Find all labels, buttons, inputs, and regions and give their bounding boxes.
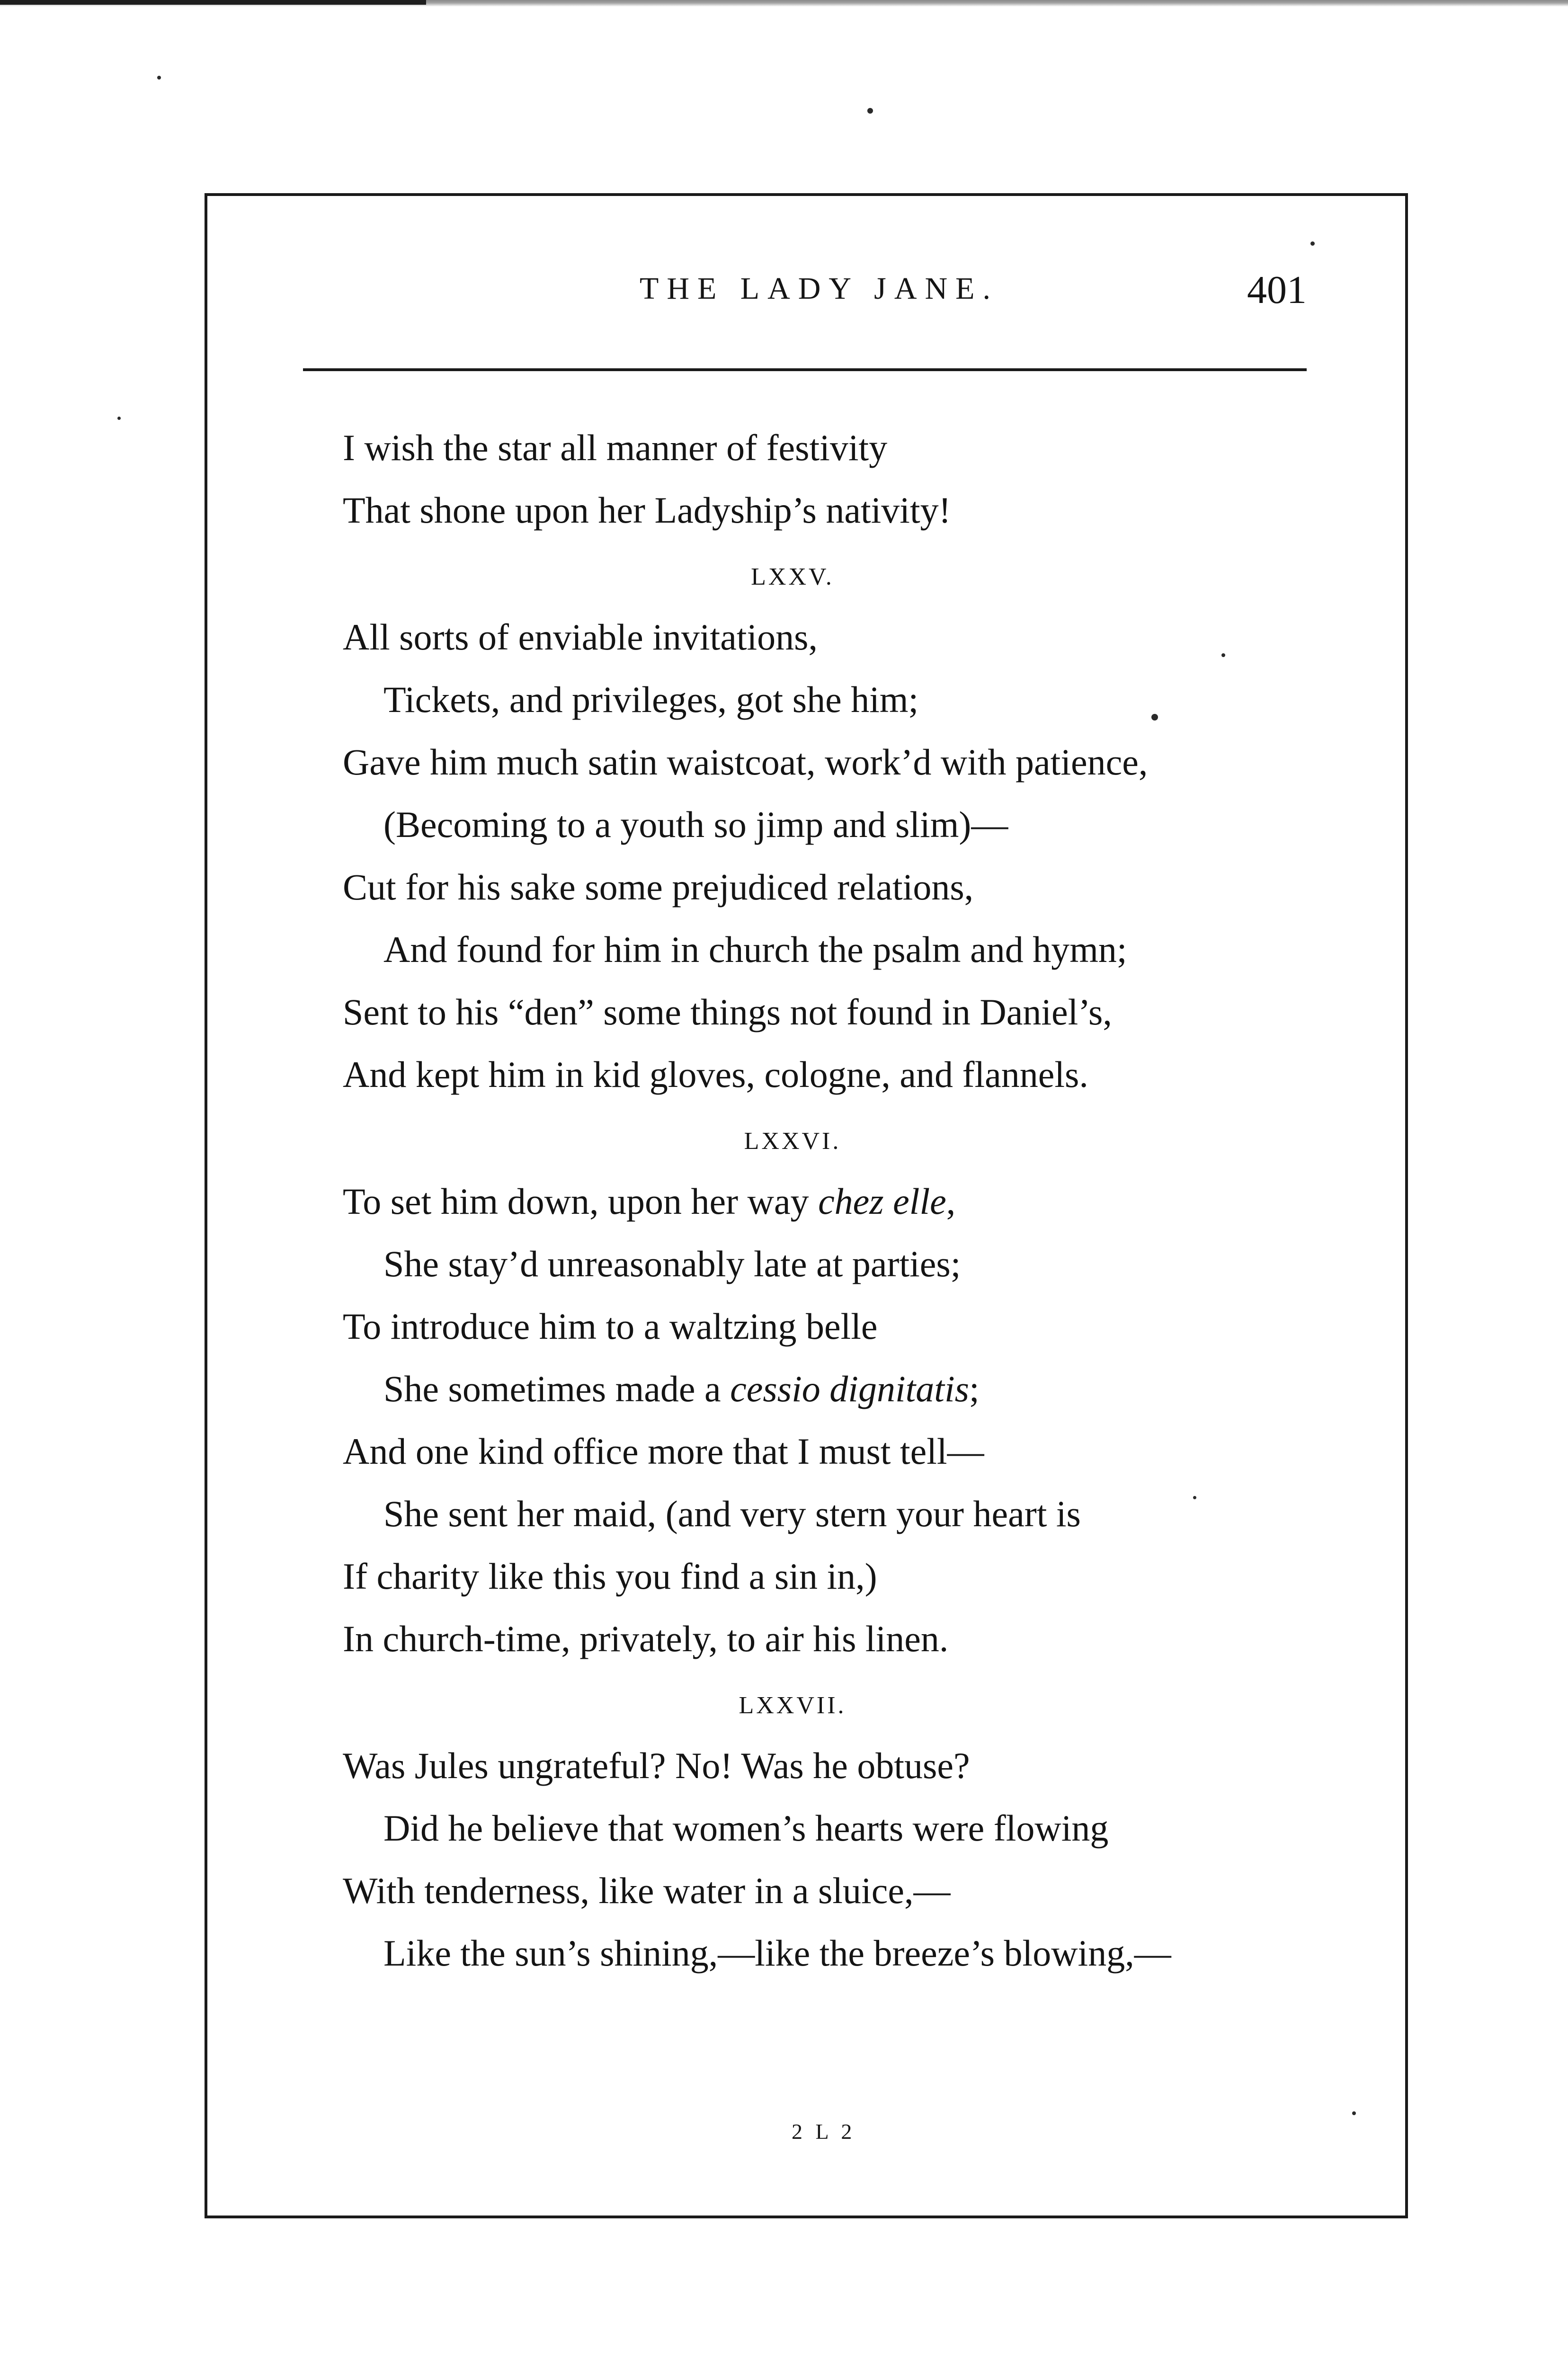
print-speck bbox=[1221, 653, 1225, 657]
verse-line: She sent her maid, (and very stern your heart is bbox=[383, 1493, 1081, 1534]
verse-line: And one kind office more that I must tell— bbox=[343, 1431, 984, 1472]
verse-line: (Becoming to a youth so jimp and slim)— bbox=[383, 804, 1008, 845]
italic-phrase: chez elle bbox=[818, 1181, 946, 1222]
running-title: THE LADY JANE. bbox=[640, 271, 998, 306]
verse-text: ; bbox=[969, 1368, 980, 1409]
running-header bbox=[303, 268, 1307, 328]
page-number: 401 bbox=[1247, 268, 1307, 312]
verse-line: In church-time, privately, to air his linen. bbox=[343, 1618, 949, 1659]
verse-line: Did he believe that women’s hearts were flowing bbox=[383, 1807, 1109, 1849]
print-speck bbox=[867, 108, 873, 114]
printer-signature-mark: 2 L 2 bbox=[792, 2119, 856, 2144]
italic-phrase: cessio dignitatis bbox=[730, 1368, 970, 1409]
verse-line: That shone upon her Ladyship’s nativity! bbox=[343, 489, 951, 531]
print-speck bbox=[1193, 1496, 1196, 1499]
page-top-edge-dark bbox=[0, 0, 426, 5]
stanza-number: LXXVI. bbox=[744, 1128, 841, 1155]
verse-text: , bbox=[946, 1181, 956, 1222]
verse-line: And kept him in kid gloves, cologne, and flannels. bbox=[343, 1054, 1088, 1095]
verse-line: I wish the star all manner of festivity bbox=[343, 427, 888, 468]
verse-line bbox=[343, 1358, 1290, 1420]
print-speck bbox=[157, 76, 161, 80]
verse-line: And found for him in church the psalm and hymn; bbox=[383, 929, 1127, 970]
verse-line: She stay’d unreasonably late at parties; bbox=[383, 1243, 961, 1284]
verse-line: If charity like this you find a sin in,) bbox=[343, 1556, 877, 1597]
stanza-number: LXXV. bbox=[751, 563, 834, 590]
verse-line: Tickets, and privileges, got she him; bbox=[383, 679, 919, 720]
verse-line: Gave him much satin waistcoat, work’d with patience, bbox=[343, 741, 1148, 783]
header-rule bbox=[303, 368, 1307, 371]
poem-body bbox=[343, 417, 1290, 1984]
print-speck bbox=[117, 417, 121, 420]
verse-line: Cut for his sake some prejudiced relations, bbox=[343, 866, 974, 908]
verse-line: With tenderness, like water in a sluice,— bbox=[343, 1870, 951, 1911]
print-speck bbox=[1151, 714, 1158, 721]
verse-line: To introduce him to a waltzing belle bbox=[343, 1306, 878, 1347]
verse-line: All sorts of enviable invitations, bbox=[343, 616, 818, 658]
print-speck bbox=[1352, 2111, 1356, 2115]
verse-line: Was Jules ungrateful? No! Was he obtuse? bbox=[343, 1745, 970, 1786]
verse-text: She sometimes made a bbox=[383, 1368, 731, 1409]
verse-line: Sent to his “den” some things not found in Daniel’s, bbox=[343, 991, 1112, 1032]
stanza-number: LXXVII. bbox=[739, 1692, 846, 1719]
verse-line: Like the sun’s shining,—like the breeze’s blowing,— bbox=[383, 1932, 1171, 1974]
verse-text: To set him down, upon her way bbox=[343, 1181, 819, 1222]
print-speck bbox=[1310, 241, 1315, 246]
verse-line bbox=[343, 1170, 1290, 1233]
